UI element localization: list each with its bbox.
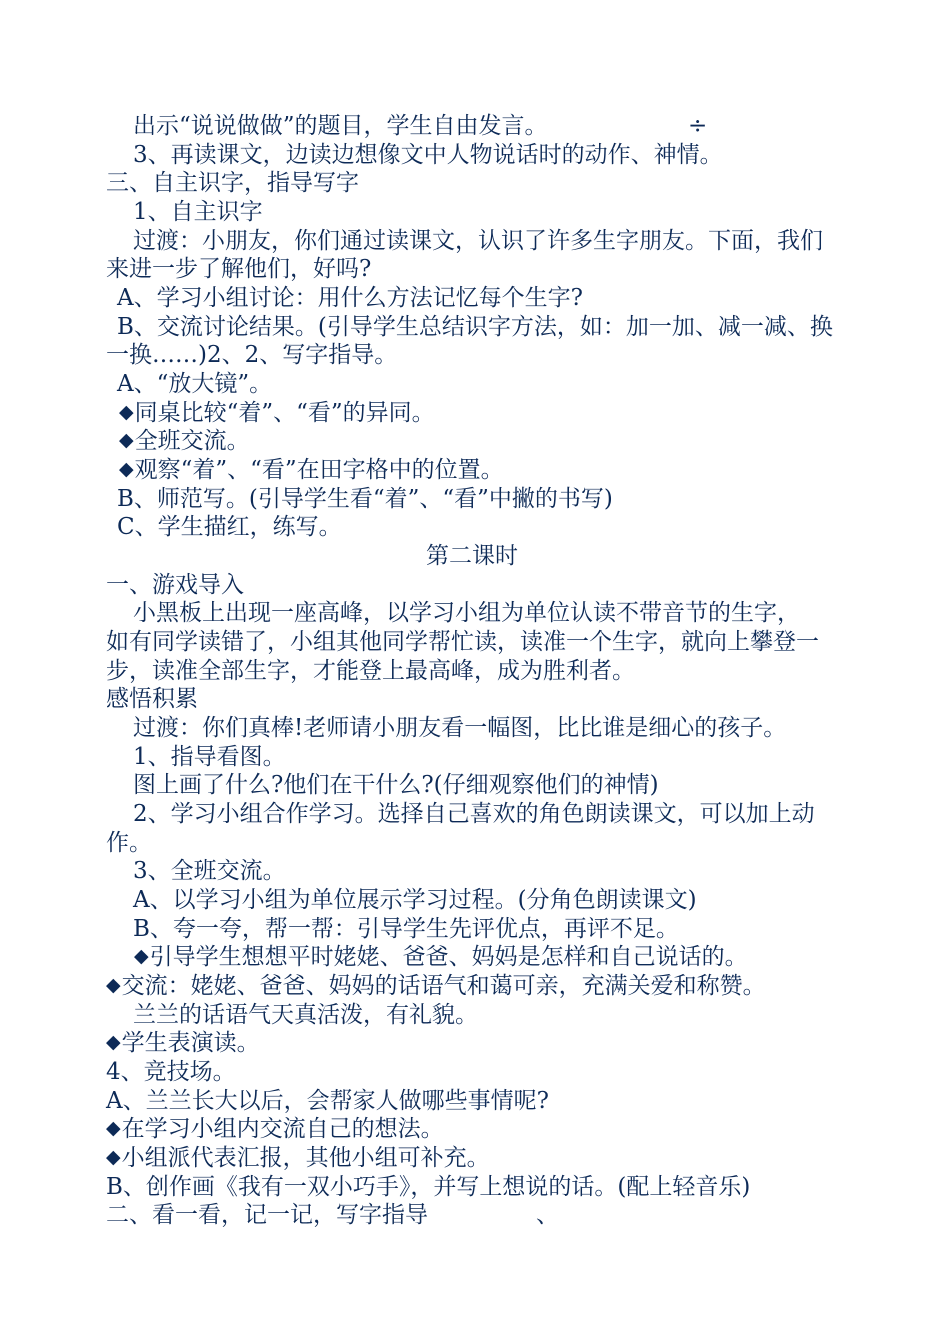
text-line: 步，读准全部生字，才能登上最高峰，成为胜利者。 [106, 658, 635, 684]
lesson-heading: 第二课时 [426, 543, 518, 569]
text-line: B、师范写。(引导学生看“着”、“看”中撇的书写) [117, 486, 613, 512]
text-line: 3、再读课文，边读边想像文中人物说话时的动作、神情。 [133, 142, 723, 168]
section-heading: 一、游戏导入 [106, 572, 244, 598]
comma-mark: 、 [536, 1202, 559, 1228]
diamond-bullet-icon: ◆ [134, 945, 149, 967]
bullet-item [119, 399, 435, 428]
text-line: 如有同学读错了，小组其他同学帮忙读，读准一个生字，就向上攀登一 [106, 629, 819, 655]
bullet-item [106, 1115, 444, 1144]
text-line: 来进一步了解他们，好吗? [106, 256, 372, 282]
diamond-bullet-icon: ◆ [106, 1031, 121, 1053]
bullet-item [106, 972, 766, 1001]
text-line: 兰兰的话语气天真活泼，有礼貌。 [133, 1002, 478, 1028]
text-line: C、学生描红，练写。 [117, 514, 342, 540]
text-line: B、交流讨论结果。(引导学生总结识字方法，如：加一加、减一减、换 [117, 314, 833, 340]
text-line: A、以学习小组为单位展示学习过程。(分角色朗读课文) [133, 887, 697, 913]
text-line: B、创作画《我有一双小巧手》，并写上想说的话。(配上轻音乐) [106, 1174, 751, 1200]
text-line: A、兰兰长大以后，会帮家人做哪些事情呢? [106, 1088, 549, 1114]
bullet-item [119, 427, 250, 456]
text-line: 1、指导看图。 [133, 744, 286, 770]
text-line: 2、学习小组合作学习。选择自己喜欢的角色朗读课文，可以加上动 [133, 801, 815, 827]
bullet-text: 同桌比较“着”、“看”的异同。 [134, 400, 435, 426]
bullet-text: 小组派代表汇报，其他小组可补充。 [121, 1145, 490, 1171]
text-line: B、夸一夸，帮一帮：引导学生先评优点，再评不足。 [133, 916, 679, 942]
diamond-bullet-icon: ◆ [119, 458, 134, 480]
text-line: 3、全班交流。 [133, 858, 286, 884]
text-line: A、学习小组讨论：用什么方法记忆每个生字? [117, 285, 583, 311]
section-heading: 三、自主识字，指导写字 [106, 170, 359, 196]
diamond-bullet-icon: ◆ [119, 401, 134, 423]
section-heading: 感悟积累 [106, 686, 198, 712]
diamond-bullet-icon: ◆ [119, 429, 134, 451]
text-line: 4、竞技场。 [106, 1059, 236, 1085]
text-line: 1、自主识字 [133, 199, 263, 225]
bullet-text: 在学习小组内交流自己的想法。 [121, 1116, 444, 1142]
bullet-text: 全班交流。 [134, 428, 250, 454]
text-line: 图上画了什么?他们在干什么?(仔细观察他们的神情) [133, 772, 659, 798]
bullet-item [106, 1029, 260, 1058]
diamond-bullet-icon: ◆ [106, 1117, 121, 1139]
text-line: 小黑板上出现一座高峰，以学习小组为单位认读不带音节的生字， [133, 600, 800, 626]
text-line: 作。 [106, 830, 152, 856]
text-line: 过渡：你们真棒!老师请小朋友看一幅图，比比谁是细心的孩子。 [133, 715, 787, 741]
diamond-bullet-icon: ◆ [106, 974, 121, 996]
bullet-text: 引导学生想想平时姥姥、爸爸、妈妈是怎样和自己说话的。 [149, 944, 748, 970]
bullet-item [134, 943, 748, 972]
text-line: A、“放大镜”。 [117, 371, 273, 397]
diamond-bullet-icon: ◆ [106, 1146, 121, 1168]
divide-sign: ÷ [688, 113, 708, 139]
bullet-text: 观察“着”、“看”在田字格中的位置。 [134, 457, 504, 483]
text-line: 过渡：小朋友，你们通过读课文，认识了许多生字朋友。下面，我们 [133, 228, 823, 254]
section-heading: 二、看一看，记一记，写字指导 [106, 1202, 428, 1228]
bullet-text: 学生表演读。 [121, 1030, 260, 1056]
text-line: 出示“说说做做”的题目，学生自由发言。 [133, 113, 548, 139]
bullet-text: 交流：姥姥、爸爸、妈妈的话语气和蔼可亲，充满关爱和称赞。 [121, 973, 766, 999]
text-line: 一换……)2、2、写字指导。 [106, 342, 398, 368]
bullet-item [119, 456, 504, 485]
bullet-item [106, 1144, 490, 1173]
